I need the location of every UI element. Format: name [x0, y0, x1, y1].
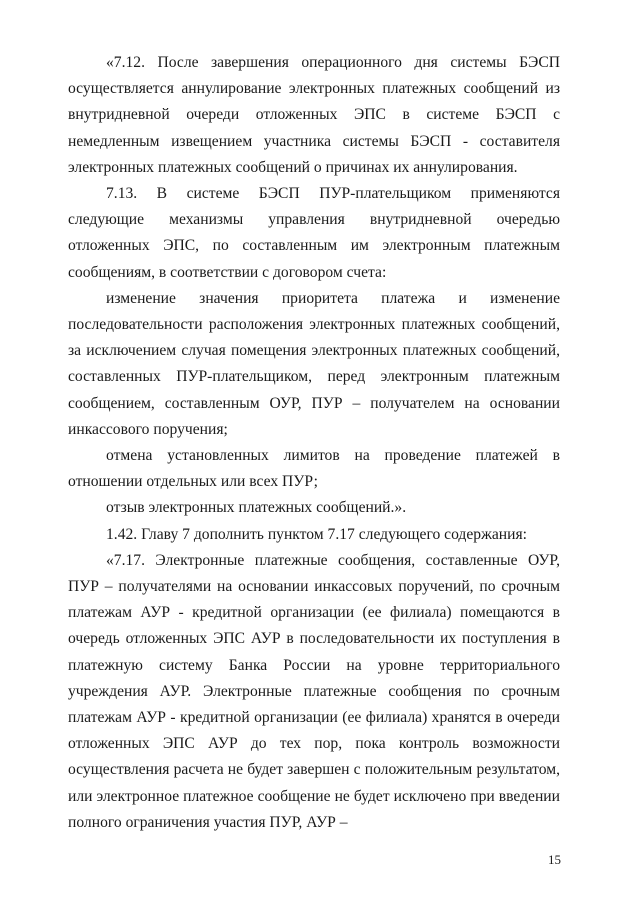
paragraph-7-13: 7.13. В системе БЭСП ПУР-плательщиком применяются следующие механизмы управления внутридневной очередью отложенных ЭПС, по составленным им электронным платежным сообщениям, в соответствии с договором счета:: [68, 185, 560, 281]
paragraph-limits-cancel: отмена установленных лимитов на проведение платежей в отношении отдельных или всех ПУР;: [68, 447, 560, 491]
paragraph-1-42: 1.42. Главу 7 дополнить пунктом 7.17 следующего содержания:: [106, 525, 527, 543]
paragraph-7-17: «7.17. Электронные платежные сообщения, составленные ОУР, ПУР – получателями на основании инкассовых поручений, по срочным платежам АУР - кредитной организации (ее филиала) помещаются в очередь отложенных ЭПС АУР в последовательности их поступления в платежную систему Банка России на уровне территориального учреждения АУР. Электронные платежные сообщения по срочным платежам АУР - кредитной организации (ее филиала) хранятся в очереди отложенных ЭПС АУР до тех пор, пока контроль возможности осуществления расчета не будет завершен с положительным результатом, или электронное платежное сообщение не будет исключено при введении полного ограничения участия ПУР, АУР –: [68, 551, 560, 831]
page-number: 15: [548, 852, 561, 867]
paragraph-priority-change: изменение значения приоритета платежа и изменение последовательности расположения электронных платежных сообщений, за исключением случая помещения электронных платежных сообщений, составленных ПУР-плательщиком, перед электронным платежным сообщением, составленным ОУР, ПУР – получателем на основании инкассового поручения;: [68, 289, 560, 438]
document-page: [68, 50, 560, 836]
paragraph-recall: отзыв электронных платежных сообщений.».: [106, 499, 407, 517]
paragraph-7-12: «7.12. После завершения операционного дня системы БЭСП осуществляется аннулирование электронных платежных сообщений из внутридневной очереди отложенных ЭПС в системе БЭСП с немедленным извещением участника системы БЭСП - составителя электронных платежных сообщений о причинах их аннулирования.: [68, 54, 560, 176]
